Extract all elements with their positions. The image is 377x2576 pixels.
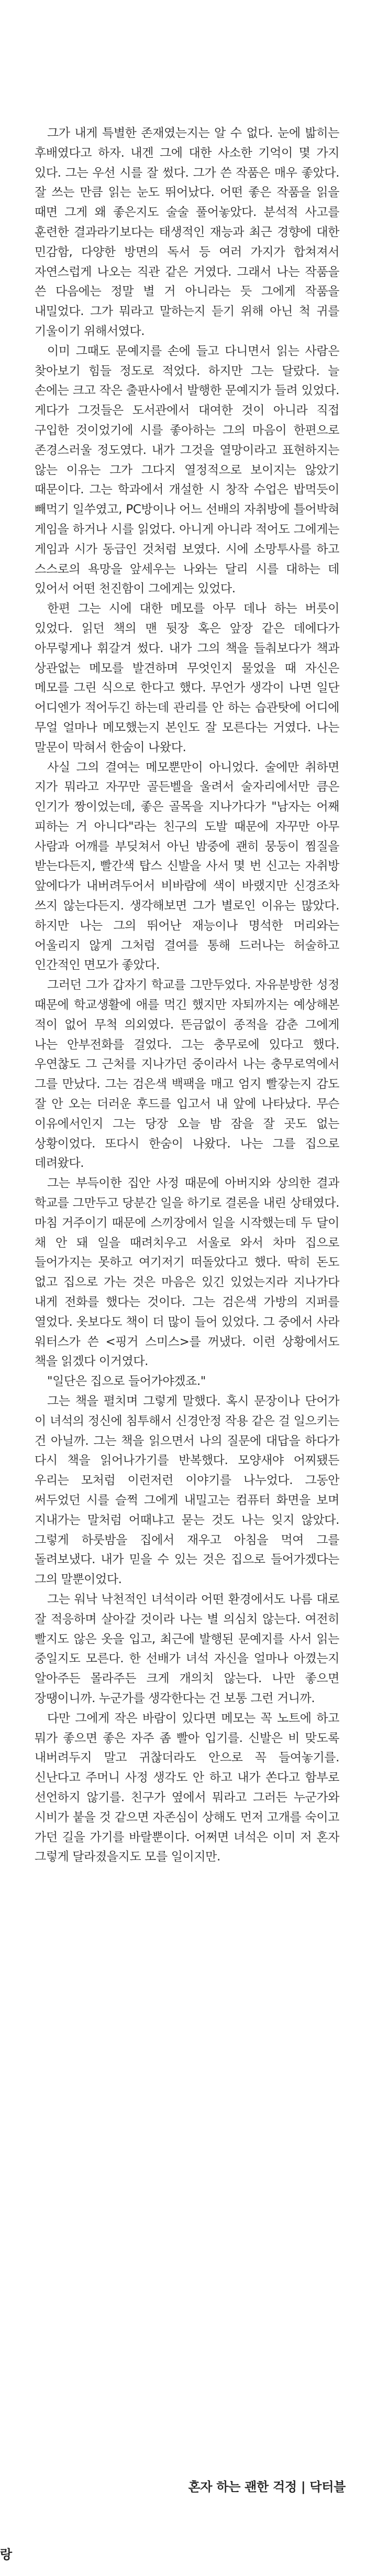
author-signature: 혼자 하는 괜한 걱정 | 닥터블 [188,2480,346,2494]
paragraph-3: 한편 그는 시에 대한 메모를 아무 데나 하는 버릇이 있었다. 읽던 책의 맨 뒷장 혹은 앞장 같은 데에다가 아무렇게나 휘갈겨 썼다. 내가 그의 책을 들춰보다가 책과 상관없는 메모를 발견하며 무엇인지 물었을 때 자신은 메모를 그린 식으로 한다고 했다. 무언가 생각이 나면 일단 어디엔가 적어두긴 하는데 관리를 안 하는 습관탓에 어디에 무얼 얼마나 메모했는지 본인도 잘 모른다는 거였다. 나는 말문이 막혀서 한숨이 나왔다. [35,602,339,754]
article-body [35,124,339,1867]
paragraph-6: 그는 부득이한 집안 사정 때문에 아버지와 상의한 결과 학교를 그만두고 당분간 일을 하기로 결론을 내린 상태였다. 마침 거주이기 때문에 스끼장에서 일을 시작했는데 두 달이 채 안 돼 일을 때려치우고 서울로 와서 차마 집으로 들어가지는 못하고 여기저기 떠돌았다고 했다. 딱히 돈도 없고 집으로 가는 것은 마음은 있긴 있었는지라 지나가다 내게 전화를 했다는 것이다. 그는 검은색 가방의 지퍼를 열었다. 옷보다도 책이 더 많이 들어 있었다. 그 중에서 사라 워터스가 쓴 <핑거 스미스>를 꺼냈다. 이런 상황에서도 책을 읽겠다 이거였다. [35,1176,339,1369]
paragraph-2: 이미 그때도 문예지를 손에 들고 다니면서 읽는 사람은 찾아보기 힘들 정도로 적었다. 하지만 그는 달랐다. 늘 손에는 크고 작은 출판사에서 발행한 문예지가 들려 있었다. 게다가 그것들은 도서관에서 대여한 것이 아니라 직접 구입한 것이었기에 시를 좋아하는 그의 마음이 한편으로 존경스러울 정도였다. 내가 그것을 열망이라고 표현하지는 않는 이유는 그가 그다지 열정적으로 보이지는 않았기 때문이다. 그는 학과에서 개설한 시 창작 수업은 밥먹듯이 빼먹기 일쑤였고, PC방이나 어느 선배의 자취방에 틀어박혀 게임을 하거나 시를 읽었다. 아니게 아니라 적어도 그에게는 게임과 시가 동급인 것처럼 보였다. 시에 소망투사를 하고 스스로의 욕망을 앞세우는 나와는 달리 시를 대하는 데 있어서 어떤 천진함이 그에게는 있었다. [35,344,339,596]
paragraph-8: 그는 책을 펼치며 그렇게 말했다. 혹시 문장이나 단어가 이 녀석의 정신에 침투해서 신경안정 작용 같은 걸 일으키는 건 아닐까. 그는 책을 읽으면서 나의 질문에 대답을 하다가 다시 책을 읽어나가기를 반복했다. 모양새야 어찌됐든 우리는 모처럼 이런저런 이야기를 나누었다. 그동안 써두었던 시를 슬쩍 그에게 내밀고는 컴퓨터 화면을 보며 지내가는 말처럼 어때냐고 묻는 것도 나는 잊지 않았다. 그렇게 하룻밤을 집에서 재우고 아침을 먹여 그를 돌려보냈다. 내가 믿을 수 있는 것은 집으로 들어가겠다는 그의 말뿐이었다. [35,1394,339,1587]
paragraph-9: 그는 워낙 낙천적인 녀석이라 어떤 환경에서도 나름 대로 잘 적응하며 살아갈 것이라 나는 별 의심치 않는다. 여전히 빨지도 않은 옷을 입고, 최근에 발행된 문예지를 사서 읽는 중일지도 모른다. 한 선배가 녀석 자신을 얼마나 아꼈는지 알아주든 몰라주든 크게 개의치 않는다. 나만 좋으면 장땡이니까. 누군가를 생각한다는 건 보통 그런 거니까. [35,1592,339,1705]
trailing-character: 랑 [0,2547,13,2562]
paragraph-5: 그러던 그가 갑자기 학교를 그만두었다. 자유분방한 성정 때문에 학교생활에 애를 먹긴 했지만 자퇴까지는 예상해본 적이 없어 무척 의외였다. 뜬금없이 종적을 감춘 그에게 나는 안부전화를 걸었다. 그는 충무로에 있다고 했다. 우연찮도 그 근처를 지나가던 중이라서 나는 충무로역에서 그를 만났다. 그는 검은색 백팩을 매고 엄지 빨갛는지 감도 잘 안 오는 더러운 후드를 입고서 내 앞에 나타났다. 무슨 이유에서인지 그는 당장 오늘 밤 잠을 잘 곳도 없는 상황이었다. 또다시 한숨이 나왔다. 나는 그를 집으로 데려왔다. [35,978,339,1171]
quote-line: "일단은 집으로 들어가야겠죠." [47,1374,206,1389]
paragraph-4: 사실 그의 결여는 메모뿐만이 아니었다. 술에만 취하면 지가 뭐라고 자꾸만 골든벨을 울려서 술자리에서만 큼은 인기가 짱이었는데, 좋은 골목을 지나가다가 "남자는 어째 피하는 거 아니다"라는 친구의 도발 때문에 자꾸만 아무 사람과 어깨를 부딪쳐서 아닌 밤중에 괜히 뭉둥이 찜질을 받는다든지, 빨간색 탑스 신발을 사서 몇 번 신고는 자취방 앞에다가 내버려두어서 비바람에 색이 바랬지만 신경조차 쓰지 않는다든지. 생각해보면 그가 별로인 이유는 많았다. 하지만 나는 그의 뛰어난 재능이나 명석한 머리와는 어울리지 않게 그처럼 결여를 통해 드러나는 허술하고 인간적인 면모가 좋았다. [35,760,339,972]
paragraph-1: 그가 내게 특별한 존재였는지는 알 수 없다. 눈에 밟히는 후배였다고 하자. 내겐 그에 대한 사소한 기억이 몇 가지 있다. 그는 우선 시를 잘 썼다. 그가 쓴 작품은 매우 좋았다. 잘 쓰는 만큼 읽는 눈도 뛰어났다. 어떤 좋은 작품을 읽을 때면 그게 왜 좋은지도 술술 풀어놓았다. 분석적 사고를 훈련한 결과라기보다는 태생적인 재능과 최근 경향에 대한 민감함, 다양한 방면의 독서 등 여러 가지가 합쳐져서 자연스럽게 나오는 직관 같은 거였다. 그래서 나는 작품을 쓴 다음에는 정말 별 거 아니라는 듯 그에게 작품을 내밀었다. 그가 뭐라고 말하는지 듣기 위해 아닌 척 귀를 기울이기 위해서였다. [35,126,339,338]
paragraph-10: 다만 그에게 작은 바람이 있다면 메모는 꼭 노트에 하고 뭐가 좋으면 좋은 자주 좀 빨아 입기를. 신발은 비 맞도록 내버려두지 말고 귀찮더라도 안으로 꼭 들여놓기를. 신난다고 주머니 사정 생각도 안 하고 내가 쏜다고 함부로 선언하지 않기를. 친구가 옆에서 뭐라고 그러든 누군가와 시비가 붙을 것 같으면 자존심이 상해도 먼저 고개를 숙이고 가던 길을 가기를 바랄뿐이다. 어쩌면 녀석은 이미 저 혼자 그렇게 달라졌을지도 모를 일이지만. [35,1711,339,1864]
